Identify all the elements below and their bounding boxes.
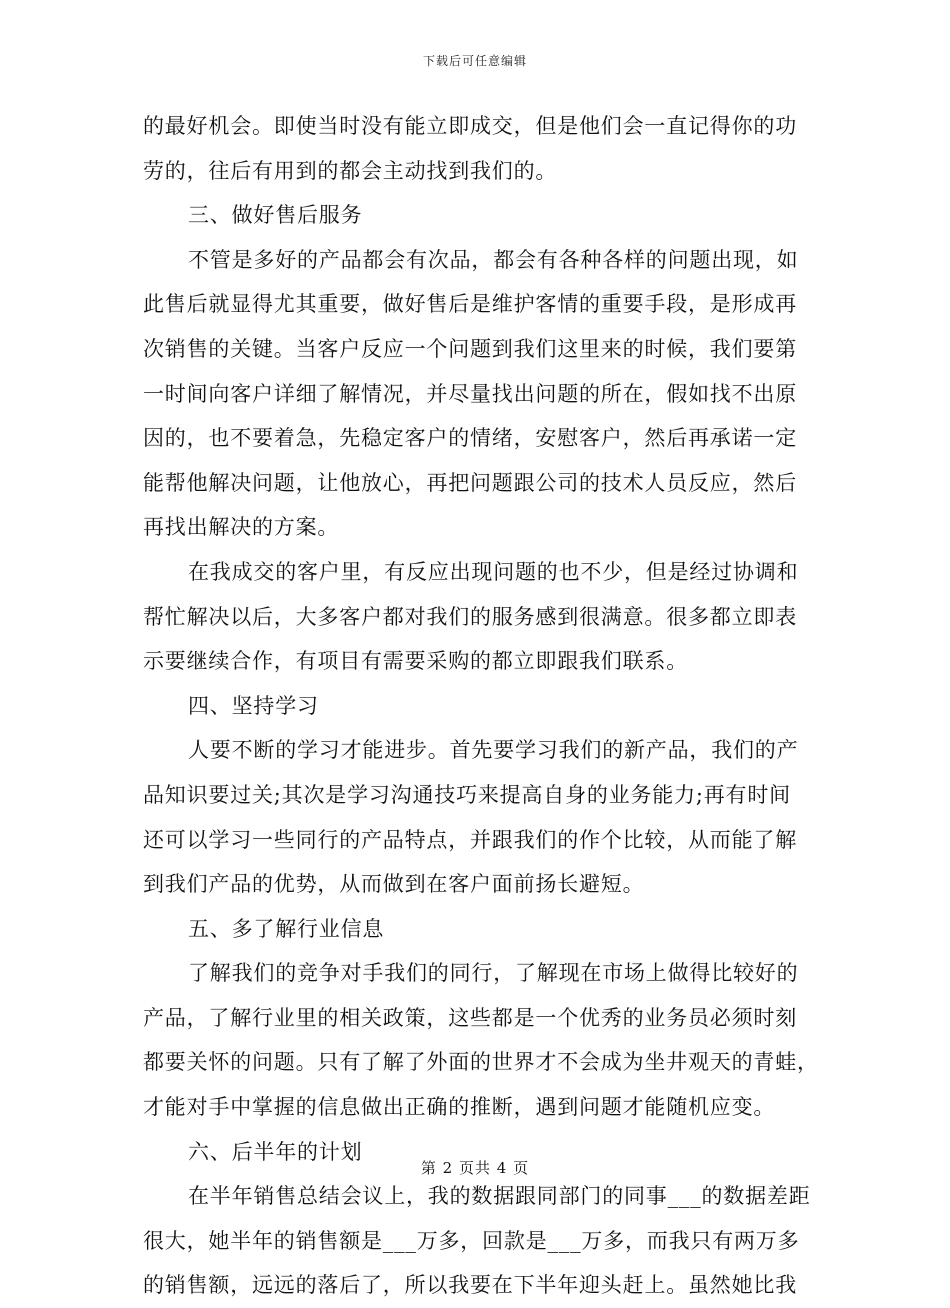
text-line: 到我们产品的优势，从而做到在客户面前扬长避短。	[143, 872, 645, 897]
paragraph-start: 了解我们的竞争对手我们的同行，了解现在市场上做得比较好的	[188, 961, 799, 986]
section-heading-after-sales: 三、做好售后服务	[188, 203, 363, 228]
text-line: 都要关怀的问题。只有了解了外面的世界才不会成为坐井观天的青蛙，	[143, 1050, 819, 1075]
text-line: 还可以学习一些同行的产品特点，并跟我们的作个比较，从而能了解	[143, 827, 797, 852]
text-line: 一时间向客户详细了解情况，并尽量找出问题的所在，假如找不出原	[143, 381, 797, 406]
text-line: 再找出解决的方案。	[143, 515, 340, 540]
text-line: 次销售的关键。当客户反应一个问题到我们这里来的时候，我们要第	[143, 336, 797, 361]
paragraph-start: 人要不断的学习才能进步。首先要学习我们的新产品，我们的产	[188, 738, 799, 763]
section-heading-second-half-plan: 六、后半年的计划	[188, 1139, 363, 1164]
text-line: 的销售额，远远的落后了，所以我要在下半年迎头赶上。虽然她比我	[143, 1273, 797, 1298]
text-line: 的最好机会。即使当时没有能立即成交，但是他们会一直记得你的功	[143, 114, 797, 138]
paragraph-start: 在半年销售总结会议上，我的数据跟同部门的同事___的数据差距	[188, 1184, 811, 1209]
document-body	[143, 104, 819, 1308]
text-line: 品知识要过关;其次是学习沟通技巧来提高自身的业务能力;再有时间	[143, 782, 791, 807]
text-line: 此售后就显得尤其重要，做好售后是维护客情的重要手段，是形成再	[143, 292, 797, 317]
text-line: 产品，了解行业里的相关政策，这些都是一个优秀的业务员必须时刻	[143, 1005, 797, 1030]
text-line: 才能对手中掌握的信息做出正确的推断，遇到问题才能随机应变。	[143, 1095, 776, 1120]
page-footer: 第 2 页共 4 页	[420, 1159, 530, 1177]
section-heading-industry-info: 五、多了解行业信息	[188, 916, 385, 941]
text-line: 帮忙解决以后，大多客户都对我们的服务感到很满意。很多都立即表	[143, 604, 797, 629]
paragraph-start: 不管是多好的产品都会有次品，都会有各种各样的问题出现，如	[188, 247, 799, 272]
text-line: 能帮他解决问题，让他放心，再把问题跟公司的技术人员反应，然后	[143, 470, 797, 495]
section-heading-keep-learning: 四、坚持学习	[188, 693, 319, 718]
text-line: 示要继续合作，有项目有需要采购的都立即跟我们联系。	[143, 649, 688, 674]
text-line: 因的，也不要着急，先稳定客户的情绪，安慰客户，然后再承诺一定	[143, 426, 797, 451]
page-header: 下载后可任意编辑	[422, 54, 527, 68]
text-line: 很大，她半年的销售额是___万多，回款是___万多，而我只有两万多	[143, 1228, 800, 1253]
text-line: 劳的，往后有用到的都会主动找到我们的。	[143, 158, 558, 183]
paragraph-start: 在我成交的客户里，有反应出现问题的也不少，但是经过协调和	[188, 559, 799, 584]
